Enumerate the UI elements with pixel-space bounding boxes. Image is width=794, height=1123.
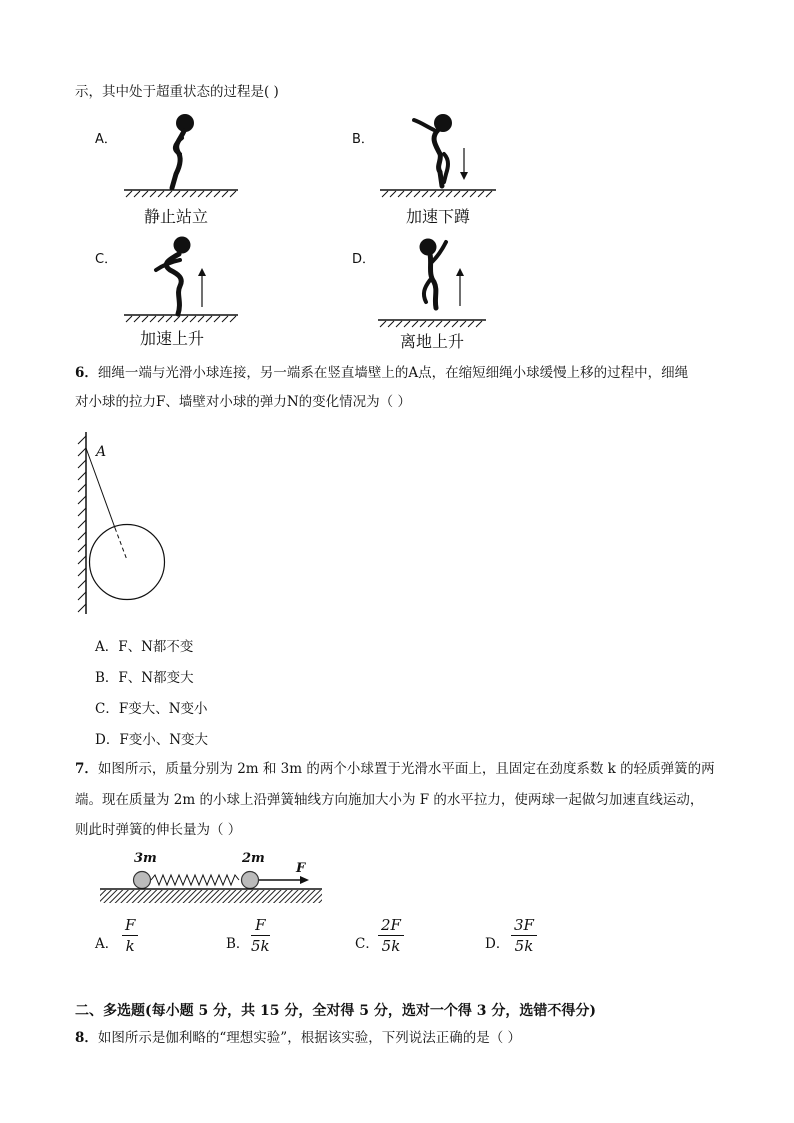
point-a-label: A bbox=[96, 444, 107, 460]
q7-option-a-label: A． bbox=[95, 936, 119, 952]
q7-line2: 端。现在质量为 2m 的小球上沿弹簧轴线方向施加大小为 F 的水平拉力，使两球一起做匀加速直线运动， bbox=[75, 792, 704, 808]
caption-d: 离地上升 bbox=[399, 332, 464, 351]
q7-option-d-label: D． bbox=[485, 936, 510, 952]
q6-line2: 对小球的拉力F、墙壁对小球的弹力N的变化情况为（ ） bbox=[75, 394, 411, 410]
figure-standing bbox=[122, 108, 242, 198]
q6-option-d: D．F变小、N变大 bbox=[95, 732, 209, 748]
mass-2m-label: 2m bbox=[242, 851, 265, 866]
q6-line1: 6．细绳一端与光滑小球连接，另一端系在竖直墙壁上的A点，在缩短细绳小球缓慢上移的过程中，细绳 bbox=[75, 365, 689, 381]
force-label: F bbox=[296, 861, 306, 876]
caption-a: 静止站立 bbox=[143, 207, 208, 226]
q7-option-c-fraction: $\frac{2F}{5k}$ bbox=[378, 916, 404, 956]
q6-option-a: A．F、N都不变 bbox=[95, 639, 194, 655]
option-d-label: D． bbox=[352, 252, 376, 267]
q7-option-b-label: B． bbox=[226, 936, 250, 952]
q7-line3: 则此时弹簧的伸长量为（ ） bbox=[75, 822, 242, 838]
question-continuation: 示，其中处于超重状态的过程是( ) bbox=[75, 84, 279, 100]
q8-line1: 8．如图所示是伽利略的“理想实验”，根据该实验，下列说法正确的是（ ） bbox=[75, 1030, 521, 1046]
option-b-label: B． bbox=[352, 132, 374, 147]
caption-c: 加速上升 bbox=[139, 329, 204, 348]
figure-squatting bbox=[378, 108, 508, 198]
q6-wall-ball-figure bbox=[74, 428, 184, 618]
figure-liftoff bbox=[376, 232, 506, 322]
q6-option-b: B．F、N都变大 bbox=[95, 670, 194, 686]
section-heading: 二、多选题(每小题 5 分，共 15 分，全对得 5 分，选对一个得 3 分，选错不得分) bbox=[75, 1003, 596, 1019]
q6-option-c: C．F变大、N变小 bbox=[95, 701, 208, 717]
figure-rising bbox=[122, 232, 242, 322]
q7-option-d-fraction: $\frac{3F}{5k}$ bbox=[511, 916, 537, 956]
q7-spring-figure bbox=[96, 848, 326, 908]
q7-option-a-fraction: $\frac{F}{k}$ bbox=[122, 916, 138, 956]
option-a-label: A． bbox=[95, 132, 117, 147]
option-c-label: C． bbox=[95, 252, 118, 267]
q7-option-b-fraction: $\frac{F}{5k}$ bbox=[251, 916, 270, 955]
q7-line1: 7．如图所示，质量分别为 2m 和 3m 的两个小球置于光滑水平面上，且固定在劲度系数 k 的轻质弹簧的两 bbox=[75, 761, 715, 777]
q7-option-c-label: C． bbox=[355, 936, 379, 952]
mass-3m-label: 3m bbox=[134, 851, 157, 866]
caption-b: 加速下蹲 bbox=[405, 207, 470, 226]
